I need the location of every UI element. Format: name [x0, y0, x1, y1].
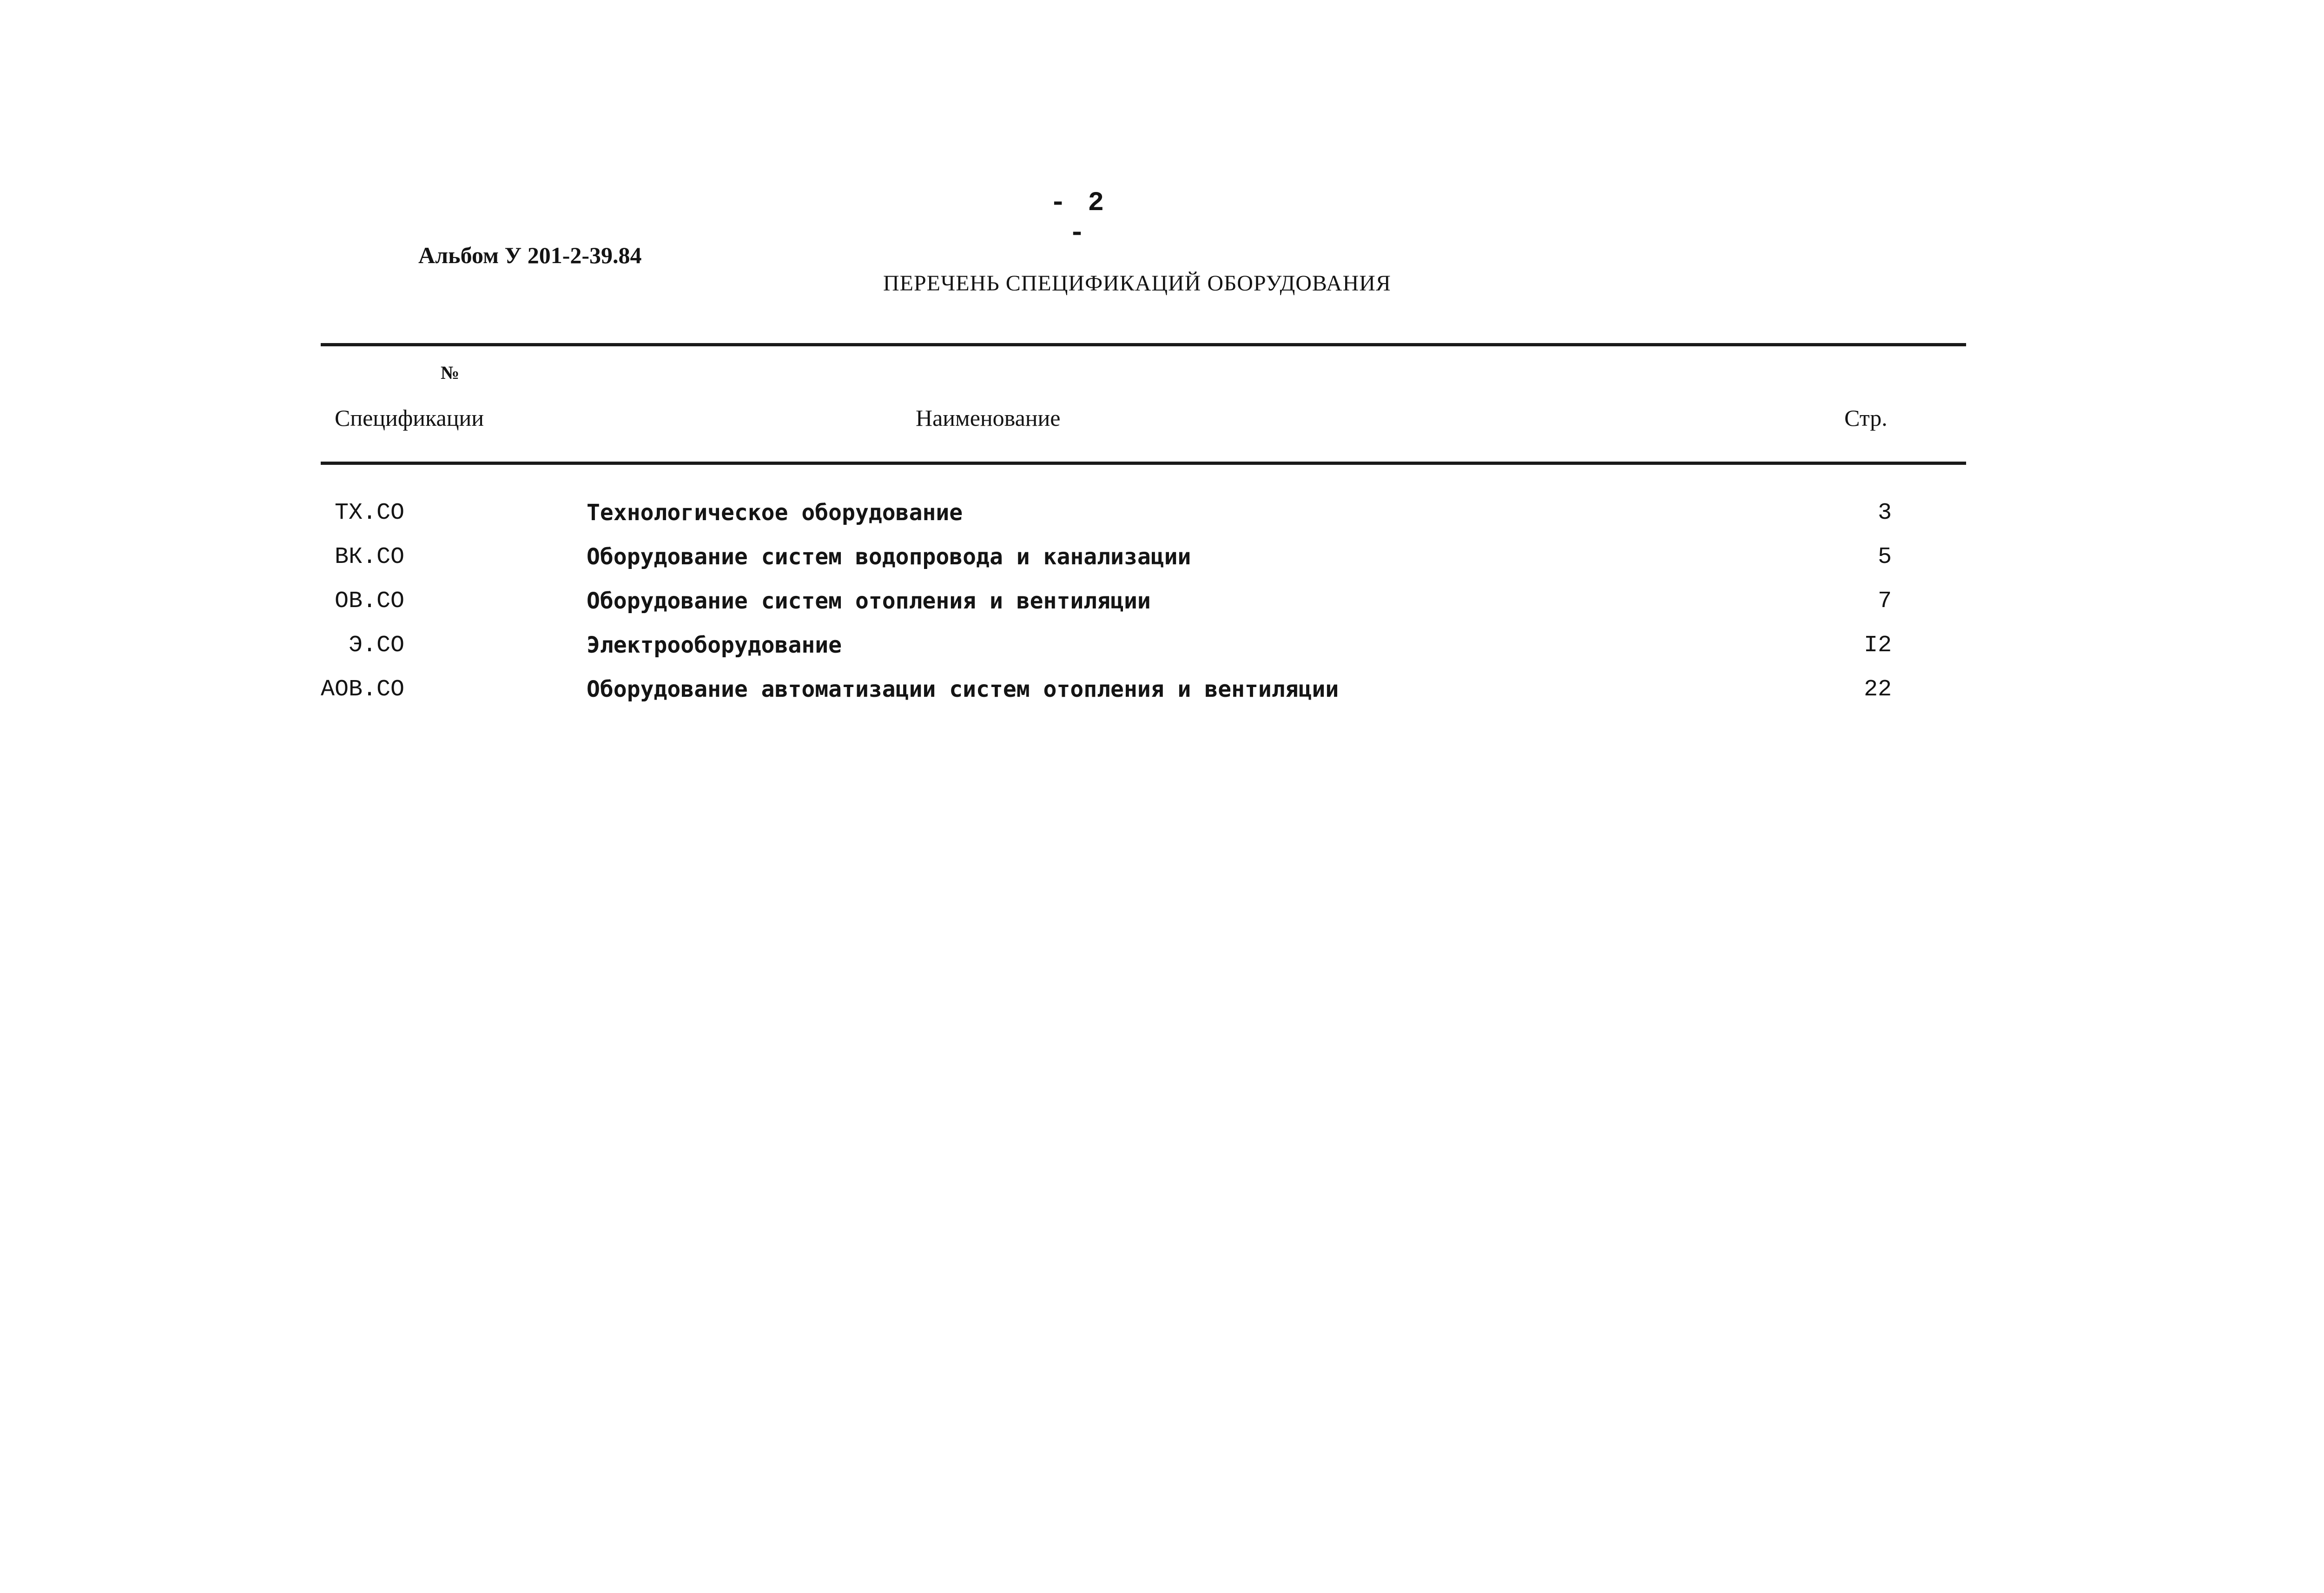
spec-code: АОВ.СО: [320, 676, 404, 703]
table-top-rule: [321, 343, 1966, 346]
spec-page: 22: [1863, 676, 1892, 703]
table-row: [0, 632, 2324, 676]
spec-name: Электрооборудование: [587, 632, 842, 658]
spec-code: ВК.СО: [334, 544, 404, 570]
spec-page: 5: [1877, 544, 1892, 570]
spec-page: 3: [1877, 500, 1892, 526]
table-header-rule: [321, 462, 1966, 465]
table-row: [0, 500, 2324, 544]
document-title: ПЕРЕЧЕНЬ СПЕЦИФИКАЦИЙ ОБОРУДОВАНИЯ: [883, 271, 1391, 296]
table-row: [0, 544, 2324, 588]
spec-name: Оборудование систем водопровода и канализации: [587, 544, 1191, 570]
specification-table: [0, 500, 2324, 720]
page-number: - 2 -: [1050, 188, 1107, 249]
spec-name: Технологическое оборудование: [587, 500, 963, 526]
spec-column-header: Спецификации: [335, 405, 484, 431]
name-column-header: Наименование: [916, 405, 1061, 431]
table-row: [0, 588, 2324, 632]
spec-name: Оборудование автоматизации систем отопления и вентиляции: [587, 676, 1339, 702]
table-row: [0, 676, 2324, 720]
spec-page: I2: [1863, 632, 1892, 659]
page-column-header: Стр.: [1844, 405, 1888, 431]
spec-code: Э.СО: [348, 632, 404, 659]
spec-page: 7: [1877, 588, 1892, 615]
album-code: Альбом У 201-2-39.84: [418, 242, 642, 268]
spec-code: ТХ.СО: [334, 500, 404, 526]
number-sign-header: №: [441, 362, 460, 383]
spec-name: Оборудование систем отопления и вентиляции: [587, 588, 1151, 614]
spec-code: ОВ.СО: [334, 588, 404, 615]
